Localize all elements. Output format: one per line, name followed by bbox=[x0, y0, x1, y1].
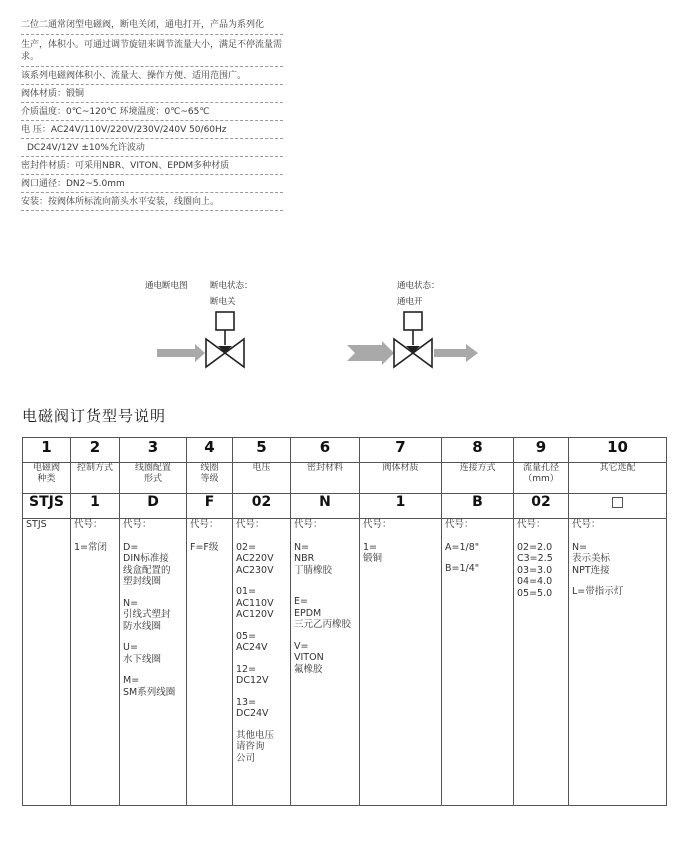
code-option: AC120V bbox=[236, 609, 274, 620]
spacer bbox=[236, 687, 287, 697]
diagram-left-label: 通电断电图 bbox=[145, 281, 188, 291]
column-header-row bbox=[23, 463, 667, 494]
spacer bbox=[236, 621, 287, 631]
column-header-line: （mm） bbox=[523, 474, 559, 484]
column-header-line: 连接方式 bbox=[459, 463, 496, 473]
code-label: 代号： bbox=[294, 519, 323, 530]
code-option: 丁腈橡胶 bbox=[294, 564, 333, 576]
code-option: V= bbox=[294, 640, 309, 652]
code-option: 表示美标 bbox=[572, 553, 611, 564]
model-code: 02 bbox=[233, 494, 291, 519]
spacer bbox=[294, 586, 356, 596]
code-detail bbox=[291, 519, 360, 806]
spec-line: 生产，体积小。可通过调节旋钮来调节流量大小，满足不停流量需求。 bbox=[21, 37, 283, 67]
spec-line: DC24V/12V ±10%允许波动 bbox=[21, 141, 283, 157]
column-header-line: 阀体材质 bbox=[382, 463, 419, 473]
code-label: 代号： bbox=[445, 519, 474, 530]
model-code: 02 bbox=[514, 494, 569, 519]
column-number: 3 bbox=[120, 438, 187, 463]
column-header-line: 线圈配置 bbox=[134, 463, 171, 473]
code-option: VITON bbox=[294, 652, 324, 663]
closed-valve-icon bbox=[157, 312, 244, 367]
column-header-line: 流量孔径 bbox=[522, 463, 559, 473]
code-option: M= bbox=[123, 675, 140, 686]
code-option: 请咨询 bbox=[236, 741, 265, 752]
code-option: D= bbox=[123, 541, 139, 553]
diagram-left-state-value: 断电关 bbox=[210, 297, 236, 307]
code-option: DIN标准接 bbox=[123, 553, 169, 564]
column-header bbox=[71, 463, 120, 494]
code-option: DC12V bbox=[236, 675, 269, 686]
code-option: N= bbox=[123, 597, 139, 609]
spacer bbox=[123, 665, 183, 675]
model-code bbox=[569, 494, 667, 519]
spacer bbox=[236, 576, 287, 586]
code-detail bbox=[23, 519, 71, 806]
code-option: NBR bbox=[294, 553, 315, 564]
code-option: F=F级 bbox=[190, 541, 219, 553]
column-header-line: 种类 bbox=[37, 474, 56, 484]
column-header-line: 控制方式 bbox=[76, 463, 113, 473]
column-header bbox=[360, 463, 442, 494]
spacer bbox=[294, 576, 356, 586]
code-option: SM系列线圈 bbox=[123, 686, 176, 698]
model-code: 1 bbox=[71, 494, 120, 519]
column-header-line: 密封材料 bbox=[306, 463, 343, 473]
spec-line: 该系列电磁阀体积小、流量大、操作方便、适用范围广。 bbox=[21, 69, 283, 85]
code-option: 塑封线圈 bbox=[123, 576, 162, 587]
column-header-line: 线圈 bbox=[200, 463, 219, 473]
code-option: N= bbox=[294, 541, 310, 553]
spacer bbox=[123, 632, 183, 642]
code-option: 01= bbox=[236, 586, 257, 597]
spacer bbox=[294, 631, 356, 641]
code-detail bbox=[569, 519, 667, 806]
valve-symbols bbox=[0, 270, 676, 380]
column-header bbox=[569, 463, 667, 494]
code-option: 05= bbox=[236, 630, 257, 642]
code-option: 02= bbox=[236, 541, 257, 553]
column-number: 8 bbox=[442, 438, 514, 463]
code-option: N= bbox=[572, 541, 588, 553]
open-valve-icon bbox=[347, 312, 478, 367]
spacer bbox=[445, 553, 510, 563]
code-option: E= bbox=[294, 596, 308, 607]
column-header bbox=[233, 463, 291, 494]
column-header bbox=[514, 463, 569, 494]
column-header bbox=[442, 463, 514, 494]
code-option: STJS bbox=[26, 519, 47, 530]
column-number-row bbox=[23, 438, 667, 463]
code-option: C3=2.5 bbox=[517, 553, 553, 564]
code-option: 03=3.0 bbox=[517, 564, 553, 576]
code-option: 其他电压 bbox=[236, 729, 275, 741]
code-label: 代号： bbox=[363, 519, 392, 530]
column-number: 7 bbox=[360, 438, 442, 463]
column-header-line: 等级 bbox=[200, 474, 219, 484]
spec-line: 二位二通常闭型电磁阀，断电关闭，通电打开，产品为系列化 bbox=[21, 17, 283, 35]
column-header-line: 其它选配 bbox=[599, 463, 636, 473]
spacer bbox=[236, 720, 287, 730]
code-option: 04=4.0 bbox=[517, 576, 553, 587]
code-label: 代号： bbox=[236, 519, 265, 530]
code-option: AC230V bbox=[236, 564, 274, 576]
code-option: 1= bbox=[363, 541, 378, 553]
model-code: 1 bbox=[360, 494, 442, 519]
column-number: 9 bbox=[514, 438, 569, 463]
code-detail bbox=[120, 519, 187, 806]
order-code-table bbox=[22, 437, 667, 806]
code-option: DC24V bbox=[236, 708, 269, 719]
diagram-left-state-title: 断电状态： bbox=[210, 281, 253, 291]
spec-line: 介质温度：0℃~120℃ 环境温度：0℃~65℃ bbox=[21, 105, 283, 121]
column-header bbox=[291, 463, 360, 494]
code-option: 防水线圈 bbox=[123, 620, 162, 632]
code-option: EPDM bbox=[294, 607, 322, 619]
model-code: N bbox=[291, 494, 360, 519]
code-option: 1=常闭 bbox=[74, 541, 108, 553]
column-header-line: 电压 bbox=[252, 463, 271, 473]
model-code: B bbox=[442, 494, 514, 519]
column-header bbox=[187, 463, 233, 494]
column-header bbox=[23, 463, 71, 494]
code-option: U= bbox=[123, 642, 138, 653]
code-option: 公司 bbox=[236, 752, 256, 764]
code-option: AC220V bbox=[236, 553, 274, 564]
code-detail bbox=[71, 519, 120, 806]
diagram-right-state-title: 通电状态： bbox=[397, 281, 440, 291]
code-option: 水下线圈 bbox=[123, 653, 162, 665]
column-number: 2 bbox=[71, 438, 120, 463]
code-option: AC24V bbox=[236, 642, 268, 653]
spec-line: 阀体材质：锻铜 bbox=[21, 87, 283, 103]
code-detail bbox=[233, 519, 291, 806]
diagram-right-state-value: 通电开 bbox=[397, 297, 423, 307]
column-header-line: 形式 bbox=[143, 474, 162, 484]
model-code: D bbox=[120, 494, 187, 519]
spacer bbox=[572, 576, 663, 586]
spec-line: 阀口通径：DN2~5.0mm bbox=[21, 177, 283, 193]
code-label: 代号： bbox=[123, 519, 152, 530]
column-number: 1 bbox=[23, 438, 71, 463]
column-header-line: 电磁阀 bbox=[32, 463, 60, 473]
code-detail-row bbox=[23, 519, 667, 806]
code-label: 代号： bbox=[572, 519, 601, 530]
code-option: 引线式塑封 bbox=[123, 609, 171, 620]
spec-list bbox=[21, 17, 283, 213]
code-option: 13= bbox=[236, 696, 257, 708]
code-detail bbox=[442, 519, 514, 806]
code-detail bbox=[360, 519, 442, 806]
code-label: 代号： bbox=[517, 519, 546, 530]
spacer bbox=[236, 654, 287, 664]
code-option: 锻铜 bbox=[363, 553, 383, 564]
code-option: B=1/4" bbox=[445, 563, 480, 574]
section-title: 电磁阀订货型号说明 bbox=[22, 407, 167, 425]
model-code: F bbox=[187, 494, 233, 519]
spacer bbox=[123, 588, 183, 598]
spec-line: 安装：按阀体所标流向箭头水平安装，线圈向上。 bbox=[21, 195, 283, 211]
code-option: 线盒配置的 bbox=[123, 564, 171, 576]
code-option: 三元乙丙橡胶 bbox=[294, 619, 352, 630]
code-option: 05=5.0 bbox=[517, 587, 553, 599]
column-number: 10 bbox=[569, 438, 667, 463]
code-option: 02=2.0 bbox=[517, 541, 553, 553]
code-option: 氟橡胶 bbox=[294, 663, 323, 675]
model-code-row bbox=[23, 494, 667, 519]
column-header bbox=[120, 463, 187, 494]
checkbox-icon bbox=[612, 497, 623, 508]
code-label: 代号： bbox=[190, 519, 219, 530]
column-number: 5 bbox=[233, 438, 291, 463]
code-option: NPT连接 bbox=[572, 564, 610, 576]
code-option: L=带指示灯 bbox=[572, 586, 624, 597]
code-detail bbox=[514, 519, 569, 806]
column-number: 6 bbox=[291, 438, 360, 463]
code-option: A=1/8" bbox=[445, 541, 480, 553]
model-code: STJS bbox=[23, 494, 71, 519]
code-option: AC110V bbox=[236, 597, 274, 609]
spec-line: 电 压：AC24V/110V/220V/230V/240V 50/60Hz bbox=[21, 123, 283, 139]
spec-line: 密封件材质：可采用NBR、VITON、EPDM多种材质 bbox=[21, 159, 283, 175]
code-detail bbox=[187, 519, 233, 806]
column-number: 4 bbox=[187, 438, 233, 463]
code-label: 代号： bbox=[74, 519, 103, 530]
code-option: 12= bbox=[236, 663, 257, 675]
valve-diagram bbox=[0, 270, 676, 380]
